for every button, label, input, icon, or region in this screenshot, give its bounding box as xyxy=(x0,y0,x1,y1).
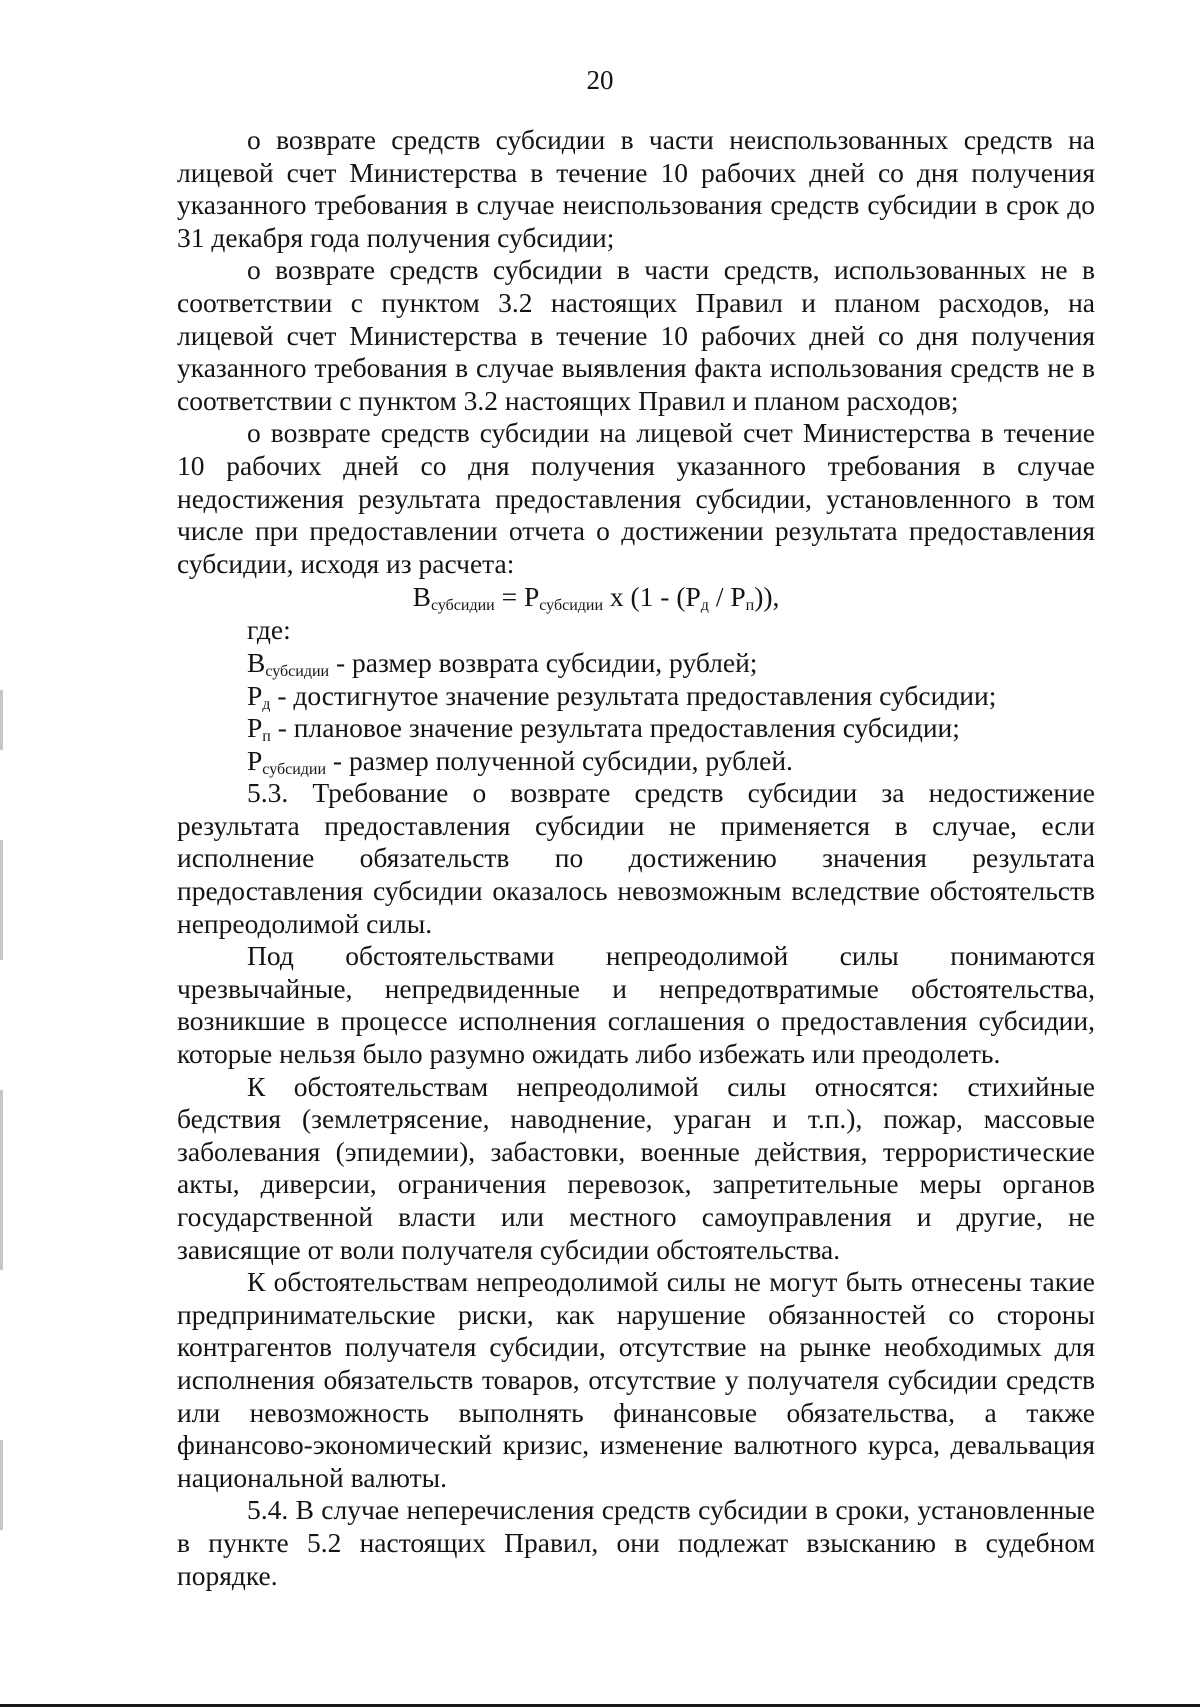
legend-symbol: В xyxy=(247,646,266,678)
formula-lhs-subscript: субсидии xyxy=(430,597,495,615)
legend-text: - размер полученной субсидии, рублей. xyxy=(326,744,793,776)
formula-n-subscript: п xyxy=(745,597,755,615)
formula-equals: = xyxy=(494,581,524,613)
formula-close: )), xyxy=(754,581,780,613)
legend-symbol: Р xyxy=(247,679,263,711)
legend-text: - плановое значение результата предоставления субсидии; xyxy=(270,712,960,744)
legend-item-planned-value xyxy=(177,712,1095,745)
legend-item-received-amount xyxy=(177,745,1095,778)
formula-lhs: В xyxy=(412,581,431,613)
paragraph-5-3: 5.3. Требование о возврате средств субсидии за недостижение результата предоставления субсидии не применяется в случае, если исполнение обязательств по достижению значения результата предоставления субсидии оказалось невозможным вследствие обстоятельств непреодолимой силы. xyxy=(177,777,1095,939)
paragraph-refund-result: о возврате средств субсидии на лицевой счет Министерства в течение 10 рабочих дней со дня получения указанного требования в случае недостижения результата предоставления субсидии, установленного в том числе при предоставлении отчета о достижении результата предоставления субсидии, исходя из расчета: xyxy=(177,417,1095,579)
paragraph-force-majeure-list: К обстоятельствам непреодолимой силы относятся: стихийные бедствия (землетрясение, наводнение, ураган и т.п.), пожар, массовые заболевания (эпидемии), забастовки, военные действия, террористические акты, диверсии, ограничения перевозок, запретительные меры органов государственной власти или местного самоуправления и другие, не зависящие от воли получателя субсидии обстоятельства. xyxy=(177,1070,1095,1265)
legend-subscript: субсидии xyxy=(262,760,327,778)
legend-subscript: субсидии xyxy=(265,662,330,680)
legend-symbol: Р xyxy=(247,744,263,776)
formula-where-label: где: xyxy=(247,614,291,646)
refund-formula xyxy=(177,580,1095,614)
legend-item-achieved-value xyxy=(177,680,1095,713)
formula-d-subscript: д xyxy=(700,597,709,615)
formula-times: х (1 - (Р xyxy=(603,581,701,613)
formula-slash: / Р xyxy=(708,581,746,613)
scan-edge-mark xyxy=(0,840,3,960)
paragraph-refund-misuse: о возврате средств субсидии в части средств, использованных не в соответствии с пунктом 3.2 настоящих Правил и планом расходов, на лицевой счет Министерства в течение 10 рабочих дней со дня получения указанного требования в случае выявления факта использования средств не в соответствии с пунктом 3.2 настоящих Правил и планом расходов; xyxy=(177,254,1095,416)
legend-subscript: п xyxy=(262,728,271,746)
legend-subscript: д xyxy=(262,695,271,713)
paragraph-5-4: 5.4. В случае неперечисления средств субсидии в сроки, установленные в пункте 5.2 настоящих Правил, они подлежат взысканию в судебном порядке. xyxy=(177,1494,1095,1591)
scan-edge-mark xyxy=(0,1090,3,1270)
formula-p-subscript: субсидии xyxy=(539,597,604,615)
document-body xyxy=(177,124,1095,1592)
legend-symbol: Р xyxy=(247,712,263,744)
legend-text: - размер возврата субсидии, рублей; xyxy=(329,646,758,678)
legend-item-refund-amount xyxy=(177,647,1095,680)
paragraph-force-majeure-definition: Под обстоятельствами непреодолимой силы понимаются чрезвычайные, непредвиденные и непредотвратимые обстоятельства, возникшие в процессе исполнения соглашения о предоставления субсидии, которые нельзя было разумно ожидать либо избежать или преодолеть. xyxy=(177,940,1095,1070)
page-number: 20 xyxy=(586,65,614,95)
paragraph-refund-unused: о возврате средств субсидии в части неиспользованных средств на лицевой счет Министерства в течение 10 рабочих дней со дня получения указанного требования в случае неиспользования средств субсидии в срок до 31 декабря года получения субсидии; xyxy=(177,124,1095,253)
scan-edge-mark xyxy=(0,690,3,750)
legend-text: - достигнутое значение результата предоставления субсидии; xyxy=(270,679,997,711)
formula-p: Р xyxy=(523,581,540,613)
paragraph-force-majeure-exclusions: К обстоятельствам непреодолимой силы не могут быть отнесены такие предпринимательские риски, как нарушение обязанностей со стороны контрагентов получателя субсидии, отсутствие на рынке необходимых для исполнения обязательств товаров, отсутствие у получателя субсидии средств или невозможность выполнять финансовые обязательства, а также финансово-экономический кризис, изменение валютного курса, девальвация национальной валюты. xyxy=(177,1266,1095,1493)
scan-edge-mark xyxy=(0,1440,3,1530)
